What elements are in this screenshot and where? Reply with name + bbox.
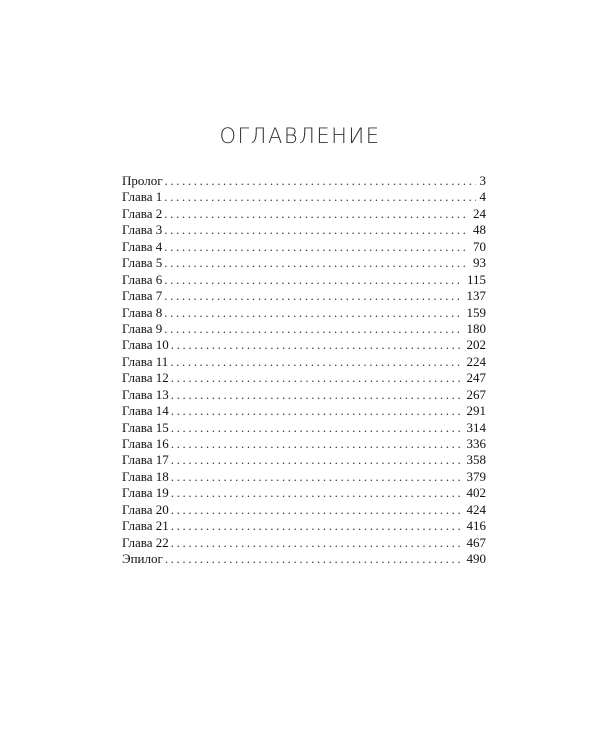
toc-dot-leader: [164, 272, 463, 288]
toc-entry-label: Глава 7: [122, 288, 163, 304]
toc-entry-label: Глава 21: [122, 518, 169, 534]
toc-entry-label: Глава 18: [122, 468, 169, 484]
toc-entry-page-number: 416: [466, 518, 486, 534]
toc-entry: [122, 189, 486, 205]
toc-entry-label: Глава 2: [122, 205, 163, 221]
toc-entry-page-number: 402: [466, 485, 486, 501]
toc-entry: [122, 288, 486, 304]
toc-dot-leader: [171, 403, 463, 419]
toc-entry-page-number: 93: [473, 255, 486, 271]
toc-entry-label: Глава 8: [122, 304, 163, 320]
toc-entry-page-number: 202: [466, 337, 486, 353]
toc-dot-leader: [171, 469, 463, 485]
toc-dot-leader: [171, 387, 463, 403]
toc-entry: [122, 354, 486, 370]
toc-entry-label: Глава 5: [122, 255, 163, 271]
toc-entry-page-number: 70: [473, 238, 486, 254]
toc-dot-leader: [170, 354, 462, 370]
toc-entry: [122, 387, 486, 403]
toc-entry-label: Глава 20: [122, 501, 169, 517]
toc-entry: [122, 272, 486, 288]
toc-entry: [122, 206, 486, 222]
toc-dot-leader: [171, 502, 463, 518]
toc-entry: [122, 420, 486, 436]
toc-entry-label: Глава 22: [122, 534, 169, 550]
toc-dot-leader: [164, 288, 462, 304]
toc-entry: [122, 436, 486, 452]
toc-entry-label: Глава 13: [122, 386, 169, 402]
toc-entry-page-number: 224: [466, 353, 486, 369]
toc-dot-leader: [164, 189, 475, 205]
toc-entry-label: Глава 16: [122, 436, 169, 451]
toc-dot-leader: [164, 305, 462, 321]
toc-dot-leader: [171, 535, 463, 551]
toc-entry: [122, 403, 486, 419]
toc-dot-leader: [171, 452, 463, 468]
toc-entry-page-number: 180: [466, 320, 486, 336]
toc-entry-label: Глава 14: [122, 403, 169, 419]
toc-entry: [122, 239, 486, 255]
toc-entry-label: Глава 9: [122, 320, 163, 336]
toc-entry-page-number: 267: [466, 386, 486, 402]
toc-dot-leader: [165, 551, 463, 567]
toc-dot-leader: [164, 321, 462, 337]
toc-entry: [122, 305, 486, 321]
toc-entry-page-number: 379: [466, 468, 486, 484]
toc-entry-label: Глава 6: [122, 271, 163, 287]
toc-entry-label: Глава 3: [122, 222, 163, 238]
toc-entry: [122, 370, 486, 386]
toc-entry-label: Глава 11: [122, 353, 169, 369]
toc-dot-leader: [164, 222, 469, 238]
toc-entry: [122, 469, 486, 485]
toc-dot-leader: [171, 518, 463, 534]
toc-entry-page-number: 115: [466, 271, 486, 287]
toc-entry-label: Глава 4: [122, 238, 163, 254]
toc-entry-label: Глава 15: [122, 419, 169, 435]
toc-entry-label: Пролог: [122, 173, 163, 188]
toc-entry: [122, 485, 486, 501]
toc-entry: [122, 502, 486, 518]
toc-dot-leader: [164, 239, 469, 255]
toc-entry: [122, 551, 486, 567]
toc-entry-page-number: 24: [473, 205, 486, 221]
toc-entry: [122, 518, 486, 534]
toc-entry: [122, 321, 486, 337]
toc-entry-page-number: 467: [466, 534, 486, 550]
toc-entry-page-number: 336: [466, 436, 486, 451]
toc-entry-page-number: 48: [473, 222, 486, 238]
toc-entry-page-number: 291: [466, 403, 486, 419]
toc-entry: [122, 535, 486, 551]
toc-entry-label: Глава 10: [122, 337, 169, 353]
toc-entry-label: Глава 19: [122, 485, 169, 501]
toc-entry: [122, 452, 486, 468]
toc-entry: [122, 222, 486, 238]
toc-dot-leader: [164, 255, 469, 271]
toc-entry-page-number: 3: [479, 173, 486, 188]
toc-dot-leader: [165, 173, 476, 189]
toc-dot-leader: [171, 485, 463, 501]
toc-entry-label: Глава 17: [122, 452, 169, 468]
toc-dot-leader: [171, 370, 463, 386]
toc-entry-page-number: 4: [479, 189, 486, 205]
toc-entry-page-number: 424: [466, 501, 486, 517]
toc-entry-label: Глава 12: [122, 370, 169, 386]
toc-dot-leader: [171, 420, 463, 436]
toc-title: ОГЛАВЛЕНИЕ: [219, 124, 381, 148]
toc-entry-page-number: 247: [466, 370, 486, 386]
toc-entry: [122, 337, 486, 353]
toc-entry: [122, 255, 486, 271]
toc-list: [122, 173, 486, 568]
toc-entry-label: Глава 1: [122, 189, 163, 205]
toc-entry-page-number: 137: [466, 288, 486, 304]
toc-entry-page-number: 358: [466, 452, 486, 468]
toc-dot-leader: [164, 206, 469, 222]
toc-entry-label: Эпилог: [122, 551, 163, 567]
toc-entry: [122, 173, 486, 189]
toc-dot-leader: [171, 436, 463, 452]
toc-entry-page-number: 314: [466, 419, 486, 435]
toc-entry-page-number: 159: [466, 304, 486, 320]
toc-entry-page-number: 490: [466, 551, 486, 567]
toc-dot-leader: [171, 337, 463, 353]
